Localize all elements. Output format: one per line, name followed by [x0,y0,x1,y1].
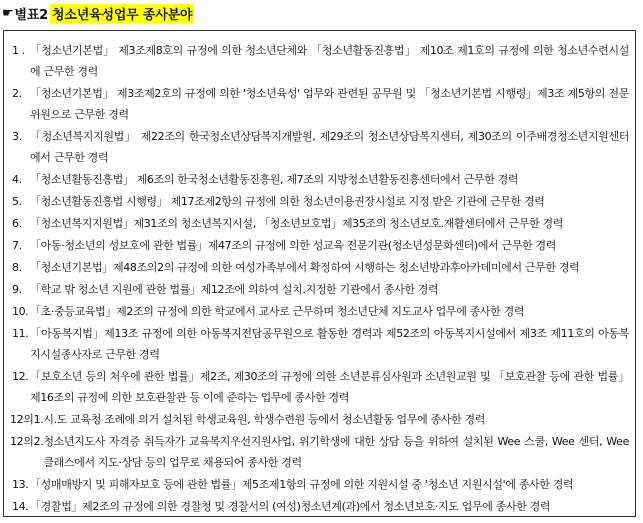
item-number: 8. [12,261,22,274]
list-item [10,431,629,473]
list-item [10,323,629,365]
item-text: 「청소년활동진흥법 시행령」 제17조제2항의 규정에 의한 청소년이용권장시설로 지정 받은 기관에 근무한 경력 [30,195,545,208]
list-item [10,126,629,168]
content-box [3,30,636,517]
item-text: 시.도 교육청 조례에 의거 설치된 학생교육원, 학생수련원 등에서 청소년활동 업무에 종사한 경력 [43,413,486,426]
item-number: 1 . [12,44,25,57]
item-number: 11. [12,327,29,340]
heading-title: 청소년육성업무 종사분야 [50,4,194,23]
list-item [10,40,629,82]
item-text: 「아동·청소년의 성보호에 관한 법률」제47조의 규정에 의한 성교육 전문기관(청소년성문화센터)에서 근무한 경력 [30,239,557,252]
list-item [10,496,629,517]
item-number: 12의2. [10,435,44,448]
item-number: 4. [12,173,22,186]
item-number: 12의1. [10,413,44,426]
item-text: 「보호소년 등의 처우에 관한 법률」제2조, 제30조의 규정에 의한 소년분류심사원과 소년원교원 및 「보호관찰 등에 관한 법률」 제16조의 규정에 의한 보호관찰관 등 이에 준하는 업무에 종사한 경력 [30,370,629,404]
list-item [10,191,629,212]
list-item [10,257,629,278]
list-item [10,474,629,495]
item-number: 7. [12,239,22,252]
item-number: 3. [12,130,22,143]
item-number: 9. [12,283,22,296]
section-heading [2,3,194,23]
list-item [10,169,629,190]
item-number: 5. [12,195,22,208]
item-text: 「청소년활동진흥법」 제6조의 한국청소년활동진흥원, 제7조의 지방청소년활동진흥센터에서 근무한 경력 [30,173,519,186]
list-item [10,366,629,408]
pointing-hand-icon: ☛ [2,5,14,21]
list-item [10,409,629,430]
item-number: 2. [12,87,22,100]
item-number: 14. [12,500,29,513]
item-text: 「청소년복지지원법」제31조의 청소년복지시설, 「청소년보호법」제35조의 청소년보호.재활센터에서 근무한 경력 [30,217,564,230]
item-number: 10. [12,305,29,318]
item-number: 6. [12,217,22,230]
item-text: 「경찰법」제2조의 규정에 의한 경찰청 및 경찰서의 (여성)청소년계(과)에서 청소년보호·지도 업무에 종사한 경력 [30,500,551,513]
list-item [10,301,629,322]
item-text: 「청소년복지지원법」 제22조의 한국청소년상담복지개발원, 제29조의 청소년상담복지센터, 제30조의 이주배경청소년지원센터에서 근무한 경력 [30,130,629,164]
list-item [10,83,629,125]
item-number: 12. [12,370,29,383]
item-text: 「초·중등교육법」제2조의 규정에 의한 학교에서 교사로 근무하며 청소년단체 지도교사 업무에 종사한 경력 [30,305,525,318]
list-item [10,279,629,300]
item-text: 청소년지도사 자격증 취득자가 교육복지우선지원사업, 위기학생에 대한 상담 등을 위하여 설치된 Wee 스쿨, Wee 센터, Wee 클래스에서 지도·상담 등의 업무로 채용되어 종사한 경력 [43,435,629,469]
item-text: 「청소년기본법」제48조의2의 규정에 의한 여성가족부에서 확정하여 시행하는 청소년방과후아카데미에서 근무한 경력 [30,261,580,274]
item-text: 「학교 밖 청소년 지원에 관한 법률」제12조에 의하여 설치.지정한 기관에서 종사한 경력 [30,283,439,296]
item-number: 13. [12,478,29,491]
item-text: 「청소년기본법」 제3조제8호의 규정에 의한 청소년단체와 「청소년활동진흥법」 제10조 제1호의 규정에 의한 청소년수련시설에 근무한 경력 [30,44,629,78]
item-text: 「아동복지법」제13조 규정에 의한 아동복지전담공무원으로 활동한 경력과 제52조의 아동복지시설에서 제3조 제11호의 아동복지시설종사자로 근무한 경력 [30,327,629,361]
item-text: 「성매매방지 및 피해자보호 등에 관한 법률」제5조제1항의 규정에 의한 지원시설 중 '청소년 지원시설'에 종사한 경력 [30,478,574,491]
item-text: 「청소년기본법」 제3조제2호의 규정에 의한 '청소년육성' 업무와 관련된 공무원 및 「청소년기본법 시행령」제3조 제5항의 전문위원으로 근무한 경력 [30,87,629,121]
list-item [10,213,629,234]
heading-prefix: 별표2 [14,7,49,23]
list-item [10,235,629,256]
